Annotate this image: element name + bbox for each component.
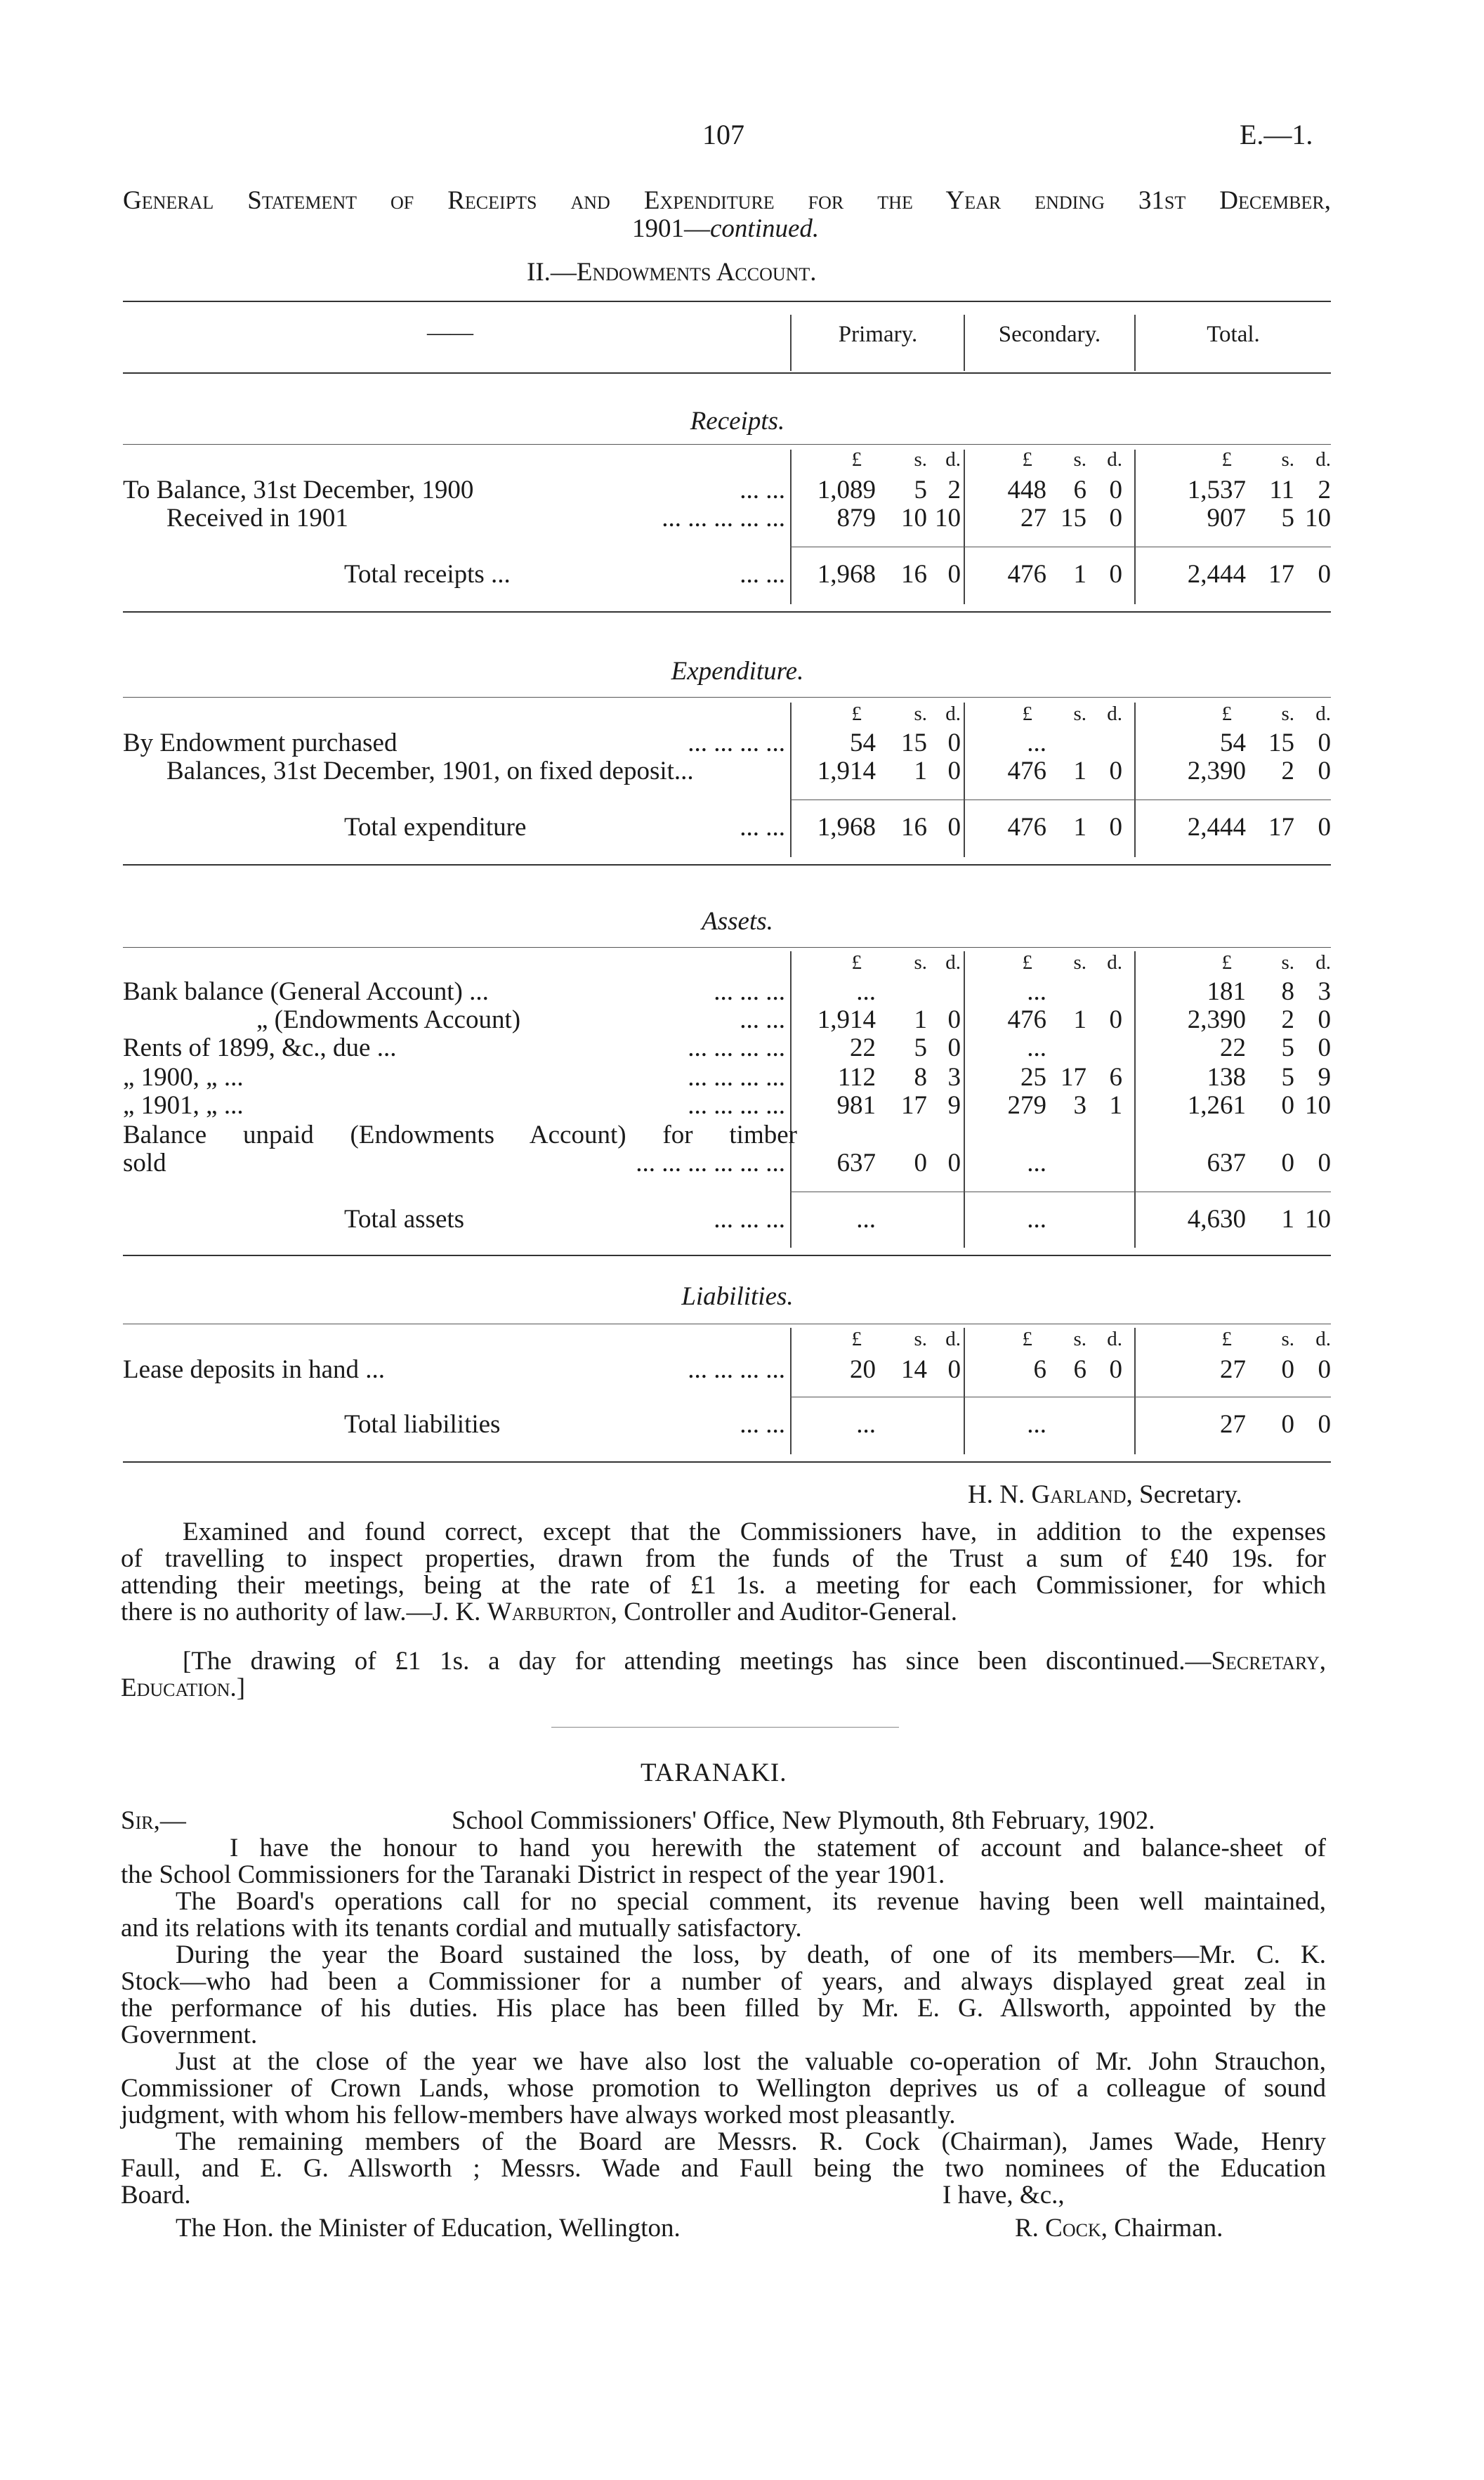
- expenditure-bottom-rule: [123, 864, 1331, 866]
- assets-primary-shillings: 1: [914, 1005, 927, 1034]
- liabilities-total-shilling-sign: s.: [1281, 1328, 1294, 1350]
- receipts-row-label: Received in 1901: [166, 504, 348, 533]
- assets-row-label: sold: [123, 1149, 166, 1177]
- expenditure-total-pound-sign: £: [1221, 703, 1232, 725]
- receipts-total-pence: 10: [1305, 504, 1331, 533]
- receipts-secondary-pence: 0: [1109, 504, 1122, 533]
- assets-total-label: Total assets: [344, 1205, 465, 1234]
- expenditure-row-leader: ... ... ... ...: [688, 729, 785, 757]
- page-reference: E.—1.: [1240, 119, 1313, 150]
- expenditure-row-label: By Endowment purchased: [123, 729, 398, 757]
- assets-secondary-pence-sign: d.: [1107, 951, 1122, 974]
- assets-primary-pence: 3: [947, 1063, 961, 1092]
- auditor-name: Warburton: [487, 1598, 611, 1626]
- liabilities-primary-shillings: 14: [901, 1355, 927, 1384]
- assets-total-pence-sign: d.: [1315, 951, 1331, 974]
- assets-primary-pence: 0: [947, 1149, 961, 1177]
- assets-total-shillings: 0: [1281, 1091, 1294, 1120]
- assets-total-shilling-sign: s.: [1281, 951, 1294, 974]
- receipts-total-pound-sign: £: [1221, 448, 1232, 471]
- receipts-primary-shillings: 10: [901, 504, 927, 533]
- assets-primary-shillings: 0: [914, 1149, 927, 1177]
- assets-primary-shilling-sign: s.: [914, 951, 927, 974]
- receipts-row-leader: ... ... ... ... ...: [662, 504, 785, 533]
- liabilities-row-leader: ... ... ... ...: [688, 1355, 785, 1384]
- expenditure-total-pence: 0: [1318, 757, 1331, 785]
- expenditure-total-pence: 0: [1318, 729, 1331, 757]
- receipts-primary-pounds: 879: [836, 504, 876, 533]
- expenditure-primary-shillings: 15: [901, 729, 927, 757]
- receipts-total-total-pence: 0: [1318, 560, 1331, 589]
- letter-addressee: The Hon. the Minister of Education, Wellington.: [176, 2214, 681, 2243]
- letter-line: Just at the close of the year we have also lost the valuable co-operation of Mr. John Strauchon,: [176, 2047, 1326, 2076]
- assets-total-pence: 10: [1305, 1091, 1331, 1120]
- assets-secondary-pounds: 279: [1007, 1091, 1046, 1120]
- assets-primary-pence-sign: d.: [945, 951, 961, 974]
- section-separator: [551, 1727, 899, 1728]
- assets-total-total-pence: 10: [1305, 1205, 1331, 1234]
- expenditure-secondary-pence-sign: d.: [1107, 703, 1122, 725]
- expenditure-title-rule: [123, 697, 1331, 698]
- assets-bottom-rule: [123, 1255, 1331, 1256]
- liabilities-column-divider: [1134, 1328, 1136, 1454]
- letter-line: Commissioner of Crown Lands, whose promotion to Wellington deprives us of a colleague of sound: [121, 2074, 1326, 2103]
- title-continued: continued.: [710, 214, 820, 243]
- expenditure-secondary-shilling-sign: s.: [1073, 703, 1086, 725]
- statement-title-continued: [632, 214, 819, 244]
- receipts-total-primary-pence: 0: [947, 560, 961, 589]
- assets-secondary-pounds: ...: [1027, 1033, 1046, 1062]
- assets-secondary-pence: 1: [1109, 1091, 1122, 1120]
- assets-total-pence: 3: [1318, 977, 1331, 1006]
- receipts-total-label: Total receipts ...: [344, 560, 511, 589]
- expenditure-total-total-pence: 0: [1318, 813, 1331, 842]
- expenditure-primary-pounds: 54: [850, 729, 876, 757]
- assets-secondary-pounds: ...: [1027, 1149, 1046, 1177]
- liabilities-secondary-pence: 0: [1109, 1355, 1122, 1384]
- expenditure-total-secondary-pence: 0: [1109, 813, 1122, 842]
- letter-title: TARANAKI.: [641, 1758, 787, 1787]
- assets-column-divider: [1134, 951, 1136, 1248]
- assets-row-leader: ... ... ... ...: [688, 1033, 785, 1062]
- liabilities-secondary-shillings: 6: [1073, 1355, 1086, 1384]
- receipts-total-secondary-pounds: 476: [1007, 560, 1046, 589]
- secretary-role: , Secretary.: [1126, 1480, 1242, 1509]
- assets-total-shillings: 2: [1281, 1005, 1294, 1034]
- secretary-note-sig: Secretary,: [1211, 1647, 1326, 1676]
- letter-line: and its relations with its tenants cordial and mutually satisfactory.: [121, 1914, 802, 1943]
- expenditure-total-shillings: 15: [1268, 729, 1294, 757]
- audit-line: Examined and found correct, except that the Commissioners have, in addition to the expenses: [183, 1518, 1326, 1546]
- letter-line: [121, 2182, 1326, 2209]
- liabilities-total-primary-pounds: ...: [856, 1410, 876, 1439]
- column-header-total: Total.: [1207, 322, 1260, 347]
- expenditure-total-label: Total expenditure: [344, 813, 527, 842]
- receipts-secondary-shillings: 6: [1073, 476, 1086, 504]
- audit-line: [121, 1599, 1326, 1626]
- expenditure-section-title: Expenditure.: [671, 657, 804, 686]
- page-number: 107: [702, 119, 744, 150]
- assets-total-shillings: 8: [1281, 977, 1294, 1006]
- receipts-total-primary-shillings: 16: [901, 560, 927, 589]
- assets-primary-pounds: 22: [850, 1033, 876, 1062]
- expenditure-total-shillings: 2: [1281, 757, 1294, 785]
- receipts-title-rule: [123, 444, 1331, 445]
- assets-total-pence: 0: [1318, 1005, 1331, 1034]
- expenditure-total-total-pounds: 2,444: [1187, 813, 1246, 842]
- assets-secondary-shillings: 3: [1073, 1091, 1086, 1120]
- secretary-note-line: Education.]: [121, 1673, 246, 1702]
- receipts-row-label: To Balance, 31st December, 1900: [123, 476, 474, 504]
- liabilities-section-title: Liabilities.: [681, 1282, 794, 1311]
- receipts-primary-pence-sign: d.: [945, 448, 961, 471]
- receipts-secondary-pounds: 27: [1020, 504, 1046, 533]
- receipts-total-pence-sign: d.: [1315, 448, 1331, 471]
- assets-total-pounds: 138: [1207, 1063, 1246, 1092]
- receipts-total-total-pounds: 2,444: [1187, 560, 1246, 589]
- receipts-primary-pence: 2: [947, 476, 961, 504]
- assets-primary-pence: 0: [947, 1033, 961, 1062]
- letter-address: School Commissioners' Office, New Plymouth, 8th February, 1902.: [452, 1806, 1155, 1835]
- assets-total-shillings: 5: [1281, 1033, 1294, 1062]
- receipts-column-divider: [1134, 450, 1136, 604]
- assets-primary-pounds: 981: [836, 1091, 876, 1120]
- liabilities-total-label: Total liabilities: [344, 1410, 501, 1439]
- assets-secondary-shillings: 17: [1061, 1063, 1086, 1092]
- account-subtitle: II.—Endowments Account.: [527, 258, 817, 287]
- expenditure-secondary-pounds: 476: [1007, 757, 1046, 785]
- assets-primary-pence: 0: [947, 1005, 961, 1034]
- receipts-total-secondary-shillings: 1: [1073, 560, 1086, 589]
- expenditure-primary-pounds: 1,914: [817, 757, 876, 785]
- receipts-primary-shilling-sign: s.: [914, 448, 927, 471]
- letter-line: Government.: [121, 2021, 258, 2049]
- assets-total-pound-sign: £: [1221, 951, 1232, 974]
- expenditure-row-label: Balances, 31st December, 1901, on fixed deposit...: [166, 757, 694, 785]
- assets-secondary-pounds: ...: [1027, 977, 1046, 1006]
- receipts-primary-shillings: 5: [914, 476, 927, 504]
- receipts-total-pounds: 907: [1207, 504, 1246, 533]
- assets-primary-pounds: 112: [837, 1063, 876, 1092]
- receipts-total-pounds: 1,537: [1187, 476, 1246, 504]
- receipts-total-total-shillings: 17: [1268, 560, 1294, 589]
- expenditure-primary-pound-sign: £: [851, 703, 862, 725]
- assets-total-total-shillings: 1: [1281, 1205, 1294, 1234]
- letter-line: I have the honour to hand you herewith the statement of account and balance-sheet of: [230, 1834, 1326, 1862]
- assets-total-shillings: 5: [1281, 1063, 1294, 1092]
- letter-salutation: Sir,—: [121, 1806, 186, 1835]
- expenditure-total-leader: ... ...: [740, 813, 785, 842]
- column-header-primary: Primary.: [838, 322, 918, 347]
- liabilities-secondary-shilling-sign: s.: [1073, 1328, 1086, 1350]
- column-header-dash: ——: [427, 320, 473, 346]
- assets-total-secondary-pounds: ...: [1027, 1205, 1046, 1234]
- assets-secondary-shilling-sign: s.: [1073, 951, 1086, 974]
- expenditure-secondary-pound-sign: £: [1022, 703, 1032, 725]
- receipts-total-leader: ... ...: [740, 560, 785, 589]
- letter-line: Stock—who had been a Commissioner for a number of years, and always displayed great zeal in: [121, 1967, 1326, 1996]
- receipts-total-primary-pounds: 1,968: [817, 560, 876, 589]
- column-header-secondary: Secondary.: [998, 322, 1101, 347]
- expenditure-secondary-shillings: 1: [1073, 757, 1086, 785]
- liabilities-total-total-pence: 0: [1318, 1410, 1331, 1439]
- assets-secondary-pence: 0: [1109, 1005, 1122, 1034]
- statement-title: General Statement of Receipts and Expenditure for the Year ending 31st December,: [123, 186, 1331, 215]
- audit-line: attending their meetings, being at the rate of £1 1s. a meeting for each Commissioner, for which: [121, 1571, 1326, 1600]
- receipts-total-shillings: 11: [1269, 476, 1294, 504]
- expenditure-total-pounds: 2,390: [1187, 757, 1246, 785]
- liabilities-total-shillings: 0: [1281, 1355, 1294, 1384]
- liabilities-primary-pounds: 20: [850, 1355, 876, 1384]
- letter-line: Faull, and E. G. Allsworth ; Messrs. Wade and Faull being the two nominees of the Education: [121, 2154, 1326, 2183]
- receipts-total-secondary-pence: 0: [1109, 560, 1122, 589]
- liabilities-total-pence-sign: d.: [1315, 1328, 1331, 1350]
- receipts-secondary-pence-sign: d.: [1107, 448, 1122, 471]
- assets-total-pence: 0: [1318, 1149, 1331, 1177]
- audit-text-end: , Controller and Auditor-General.: [610, 1598, 958, 1626]
- assets-primary-shillings: 8: [914, 1063, 927, 1092]
- audit-text: there is no authority of law.—J. K.: [121, 1598, 487, 1626]
- chairman-name: R. Cock: [1015, 2214, 1101, 2243]
- title-year: 1901—: [632, 214, 710, 243]
- expenditure-primary-pence: 0: [947, 757, 961, 785]
- receipts-primary-pound-sign: £: [851, 448, 862, 471]
- receipts-bottom-rule: [123, 611, 1331, 613]
- receipts-secondary-shillings: 15: [1061, 504, 1086, 533]
- letter-signature: [1015, 2213, 1223, 2243]
- expenditure-total-secondary-shillings: 1: [1073, 813, 1086, 842]
- liabilities-secondary-pound-sign: £: [1022, 1328, 1032, 1350]
- liabilities-total-pound-sign: £: [1221, 1328, 1232, 1350]
- audit-note: [121, 1519, 1326, 1626]
- liabilities-row-label: Lease deposits in hand ...: [123, 1355, 385, 1384]
- letter-line: The Board's operations call for no special comment, its revenue having been well maintained,: [176, 1887, 1326, 1916]
- liabilities-total-leader: ... ...: [740, 1410, 785, 1439]
- liabilities-total-total-pounds: 27: [1220, 1410, 1246, 1439]
- letter-line: During the year the Board sustained the loss, by death, of one of its members—Mr. C. K.: [176, 1940, 1326, 1969]
- receipts-total-pence: 2: [1318, 476, 1331, 504]
- expenditure-total-secondary-pounds: 476: [1007, 813, 1046, 842]
- liabilities-primary-pound-sign: £: [851, 1328, 862, 1350]
- expenditure-total-primary-pence: 0: [947, 813, 961, 842]
- receipts-secondary-shilling-sign: s.: [1073, 448, 1086, 471]
- expenditure-primary-shilling-sign: s.: [914, 703, 927, 725]
- assets-row-leader: ... ... ... ...: [688, 1091, 785, 1120]
- assets-row-leader: ... ... ... ...: [688, 1063, 785, 1092]
- column-divider: [790, 315, 792, 371]
- expenditure-total-total-shillings: 17: [1268, 813, 1294, 842]
- assets-row-label: „ 1901, „ ...: [123, 1091, 244, 1120]
- expenditure-column-divider: [1134, 703, 1136, 857]
- assets-total-pounds: 181: [1207, 977, 1246, 1006]
- receipts-section-title: Receipts.: [690, 407, 785, 436]
- assets-total-pounds: 637: [1207, 1149, 1246, 1177]
- assets-row-label: „ 1900, „ ...: [123, 1063, 244, 1092]
- liabilities-primary-shilling-sign: s.: [914, 1328, 927, 1350]
- liabilities-primary-pence: 0: [947, 1355, 961, 1384]
- letter-line: the performance of his duties. His place has been filled by Mr. E. G. Allsworth, appointed by the: [121, 1994, 1326, 2023]
- secretary-note-text: [The drawing of £1 1s. a day for attending meetings has since been discontinued.—: [183, 1647, 1212, 1676]
- assets-row-label: „ (Endowments Account): [256, 1005, 521, 1034]
- assets-row-leader: ... ...: [740, 1005, 785, 1034]
- letter-line: judgment, with whom his fellow-members have always worked most pleasantly.: [121, 2101, 956, 2129]
- assets-primary-pounds: ...: [856, 977, 876, 1006]
- assets-primary-shillings: 5: [914, 1033, 927, 1062]
- assets-total-primary-pounds: ...: [856, 1205, 876, 1234]
- liabilities-total-pence: 0: [1318, 1355, 1331, 1384]
- expenditure-secondary-pence: 0: [1109, 757, 1122, 785]
- assets-primary-pound-sign: £: [851, 951, 862, 974]
- assets-primary-shillings: 17: [901, 1091, 927, 1120]
- assets-section-title: Assets.: [702, 907, 773, 936]
- secretary-note: [121, 1648, 1326, 1702]
- assets-secondary-pounds: 476: [1007, 1005, 1046, 1034]
- receipts-primary-pounds: 1,089: [817, 476, 876, 504]
- letter-line: the School Commissioners for the Taranaki District in respect of the year 1901.: [121, 1860, 945, 1889]
- header-bottom-rule: [123, 372, 1331, 374]
- liabilities-secondary-pence-sign: d.: [1107, 1328, 1122, 1350]
- letter-body: [121, 1835, 1326, 2209]
- letter-line: The remaining members of the Board are Messrs. R. Cock (Chairman), James Wade, Henry: [176, 2127, 1326, 2156]
- assets-row-label: Balance unpaid (Endowments Account) for timber: [123, 1121, 797, 1149]
- assets-total-total-pounds: 4,630: [1187, 1205, 1246, 1234]
- receipts-secondary-pound-sign: £: [1022, 448, 1032, 471]
- receipts-secondary-pence: 0: [1109, 476, 1122, 504]
- assets-row-label: Rents of 1899, &c., due ...: [123, 1033, 397, 1062]
- liabilities-bottom-rule: [123, 1461, 1331, 1463]
- secretary-signature: [968, 1480, 1242, 1510]
- expenditure-primary-shillings: 1: [914, 757, 927, 785]
- assets-secondary-pounds: 25: [1020, 1063, 1046, 1092]
- assets-total-pounds: 1,261: [1187, 1091, 1246, 1120]
- assets-row-label: Bank balance (General Account) ...: [123, 977, 489, 1006]
- assets-secondary-pence: 6: [1109, 1063, 1122, 1092]
- assets-primary-pounds: 1,914: [817, 1005, 876, 1034]
- expenditure-total-primary-shillings: 16: [901, 813, 927, 842]
- letter-board: Board.: [121, 2181, 191, 2210]
- receipts-row-leader: ... ...: [740, 476, 785, 504]
- expenditure-total-pence-sign: d.: [1315, 703, 1331, 725]
- assets-total-shillings: 0: [1281, 1149, 1294, 1177]
- chairman-role: , Chairman.: [1101, 2214, 1223, 2243]
- expenditure-primary-pence: 0: [947, 729, 961, 757]
- liabilities-total-total-shillings: 0: [1281, 1410, 1294, 1439]
- assets-secondary-pound-sign: £: [1022, 951, 1032, 974]
- receipts-total-shilling-sign: s.: [1281, 448, 1294, 471]
- assets-total-pence: 0: [1318, 1033, 1331, 1062]
- liabilities-total-secondary-pounds: ...: [1027, 1410, 1046, 1439]
- expenditure-secondary-pounds: ...: [1027, 729, 1046, 757]
- assets-total-pounds: 2,390: [1187, 1005, 1246, 1034]
- assets-title-rule: [123, 947, 1331, 948]
- table-top-rule: [123, 301, 1331, 302]
- secretary-note-line: [121, 1648, 1326, 1675]
- assets-primary-pounds: 637: [836, 1149, 876, 1177]
- assets-row-leader: ... ... ... ... ... ...: [636, 1149, 785, 1177]
- expenditure-primary-pence-sign: d.: [945, 703, 961, 725]
- liabilities-primary-pence-sign: d.: [945, 1328, 961, 1350]
- secretary-name: H. N. Garland: [968, 1480, 1127, 1509]
- assets-secondary-shillings: 1: [1073, 1005, 1086, 1034]
- expenditure-total-primary-pounds: 1,968: [817, 813, 876, 842]
- assets-primary-pence: 9: [947, 1091, 961, 1120]
- expenditure-total-pounds: 54: [1220, 729, 1246, 757]
- receipts-total-shillings: 5: [1281, 504, 1294, 533]
- assets-total-pence: 9: [1318, 1063, 1331, 1092]
- assets-row-leader: ... ... ...: [714, 977, 785, 1006]
- liabilities-secondary-pounds: 6: [1033, 1355, 1046, 1384]
- receipts-secondary-pounds: 448: [1007, 476, 1046, 504]
- expenditure-total-shilling-sign: s.: [1281, 703, 1294, 725]
- receipts-primary-pence: 10: [935, 504, 961, 533]
- assets-total-pounds: 22: [1220, 1033, 1246, 1062]
- assets-total-leader: ... ... ...: [714, 1205, 785, 1234]
- liabilities-total-pounds: 27: [1220, 1355, 1246, 1384]
- letter-closing: I have, &c.,: [943, 2181, 1065, 2210]
- audit-line: of travelling to inspect properties, drawn from the funds of the Trust a sum of £40 19s. for: [121, 1544, 1326, 1573]
